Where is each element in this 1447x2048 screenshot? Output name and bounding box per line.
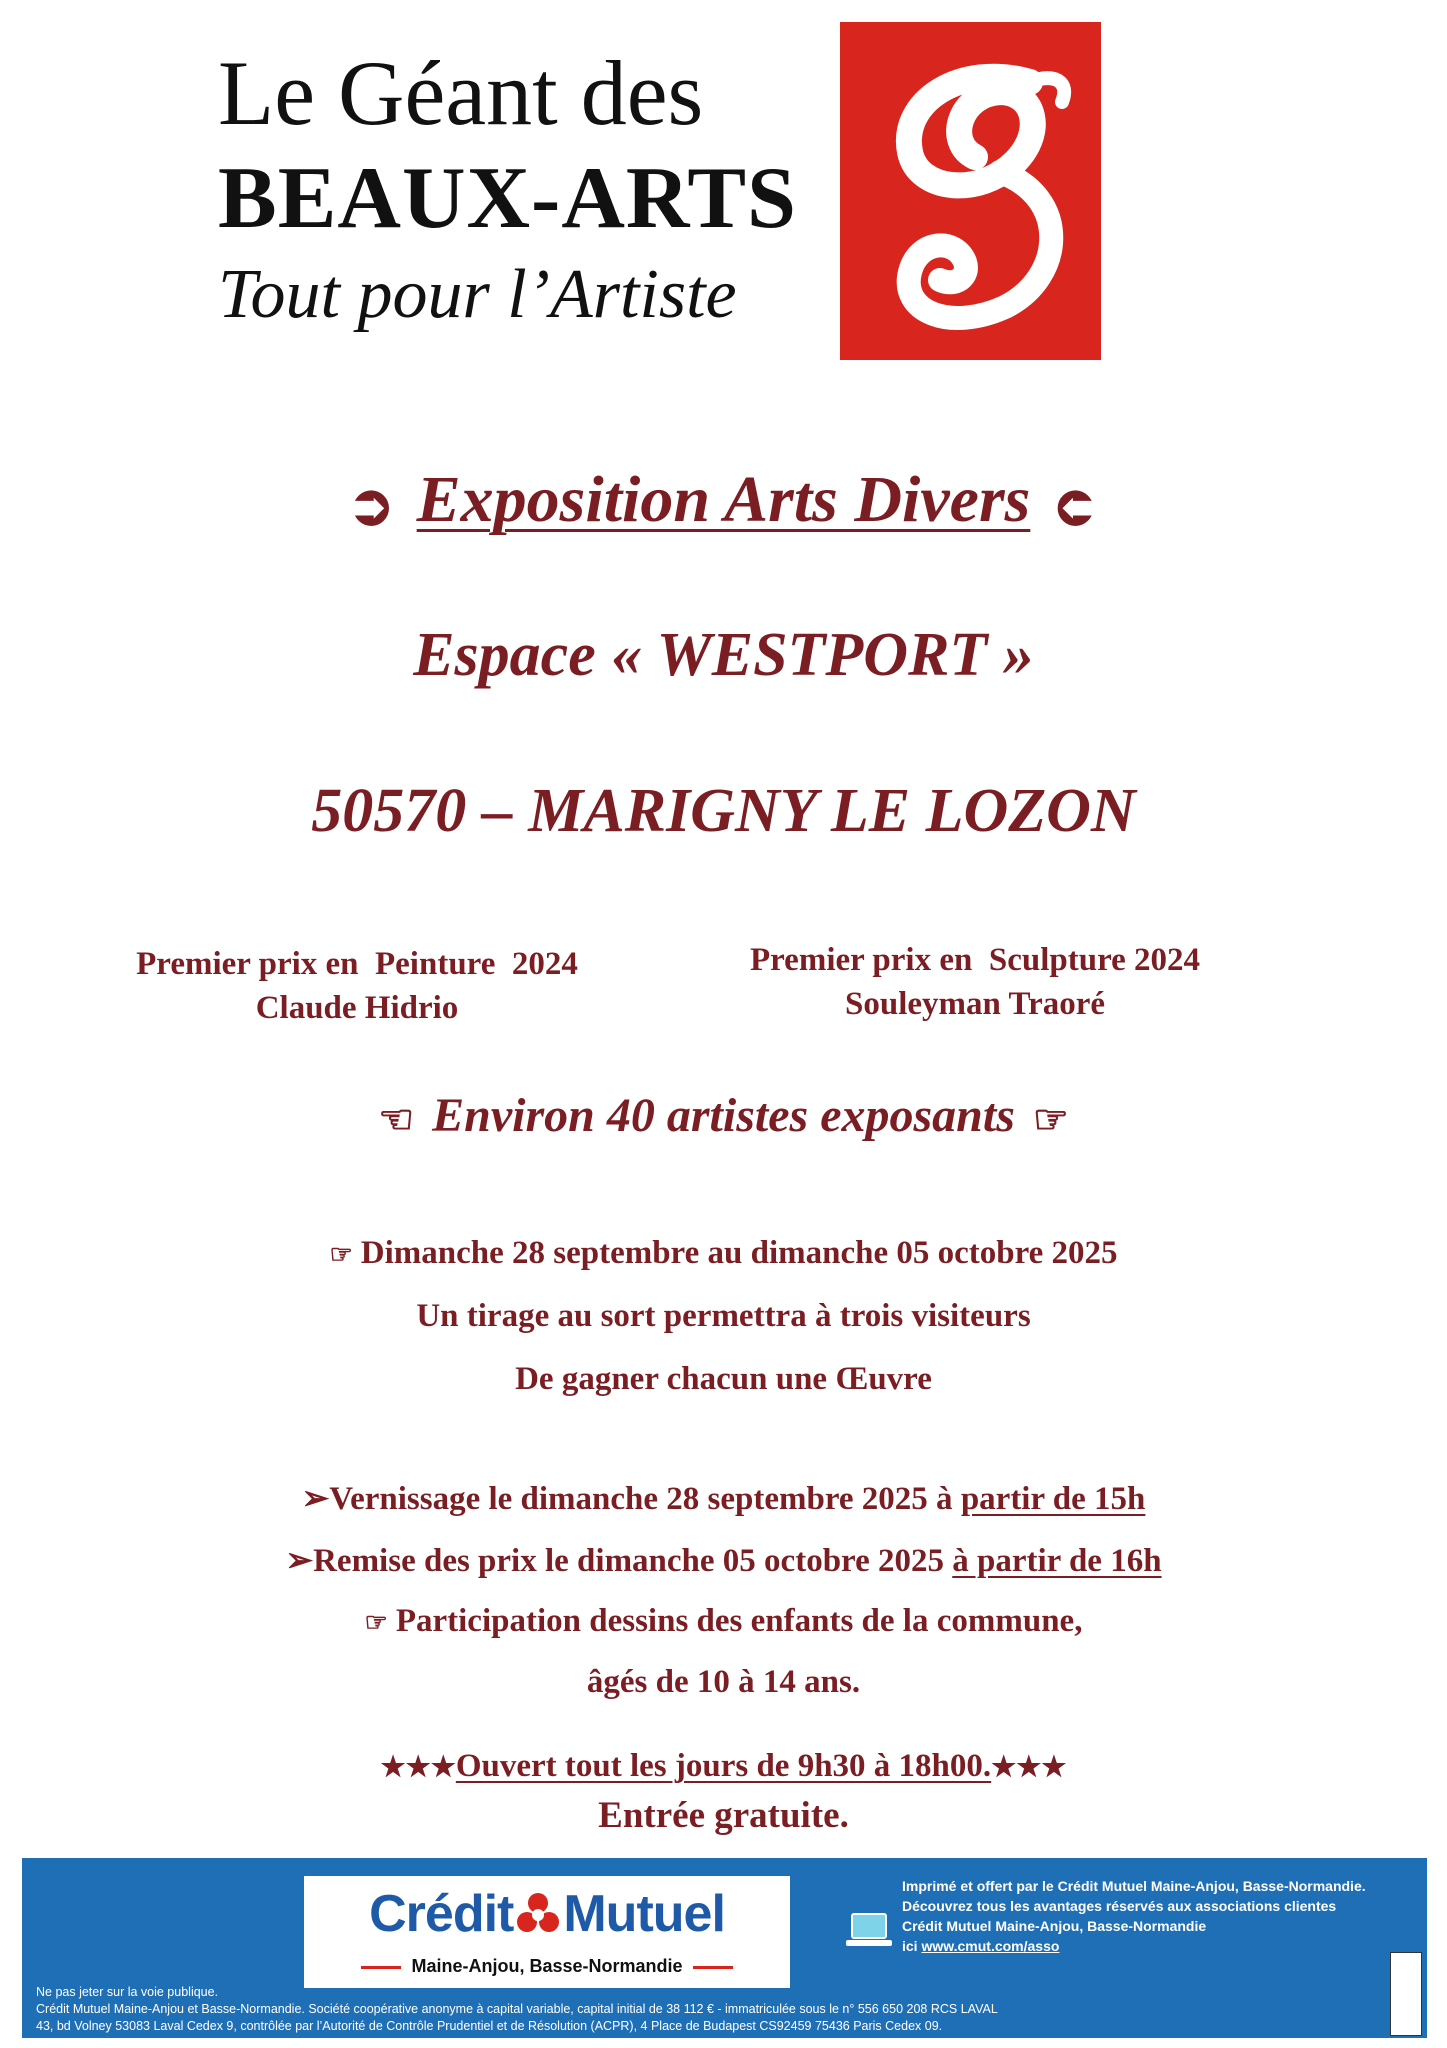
credit-mutuel-trefoil-icon (513, 1891, 563, 1935)
vernissage-time: partir de 15h (960, 1481, 1146, 1517)
artists-count-row (0, 1088, 1447, 1143)
sponsor-info-prefix: ici (902, 1938, 918, 1954)
legal-line1: Ne pas jeter sur la voie publique. (36, 1985, 219, 1999)
sponsor-footer (22, 1858, 1427, 2038)
pointer-hand-icon: ☞ (364, 1608, 388, 1637)
venue-name: Espace « WESTPORT » (413, 621, 1034, 689)
venue-city: 50570 – MARIGNY LE LOZON (311, 777, 1136, 845)
hand-pointing-right-icon: ☞ (1032, 1097, 1069, 1143)
star-icon: ★ (1016, 1752, 1042, 1783)
children-participation-row (0, 1603, 1447, 1640)
arrow-right-icon: ➲ (347, 475, 395, 538)
hand-pointing-left-icon: ☜ (378, 1097, 415, 1143)
sponsor-website-link[interactable]: www.cmut.com/asso (921, 1938, 1060, 1954)
children-participation-line1: Participation dessins des enfants de la commune, (395, 1603, 1083, 1639)
recycling-badge (1390, 1952, 1422, 2036)
prize-winner: Souleyman Traoré (844, 986, 1106, 1022)
legal-line3: 43, bd Volney 53083 Laval Cedex 9, contrôlée par l’Autorité de Contrôle Prudentiel et de Résolution (ACPR), 4 Place de Budapest CS92459 75436 Paris Cedex 09. (36, 2019, 943, 2033)
sponsor-info-line1: Imprimé et offert par le Crédit Mutuel Maine-Anjou, Basse-Normandie. (902, 1878, 1366, 1894)
geant-logo (840, 22, 1101, 360)
sponsor-info-line2: Découvrez tous les avantages réservés aux associations clientes (902, 1898, 1337, 1914)
draw-info-line2: De gagner chacun une Œuvre (515, 1361, 932, 1397)
prize-winner: Claude Hidrio (255, 990, 459, 1026)
exhibition-title: Exposition Arts Divers (416, 463, 1031, 536)
star-icon: ★ (380, 1752, 406, 1783)
prize-ceremony-row (0, 1540, 1447, 1580)
brand-name-line2: BEAUX-ARTS (218, 150, 797, 247)
sponsor-info-line3: Crédit Mutuel Maine-Anjou, Basse-Normandie (902, 1918, 1207, 1934)
sponsor-region: Maine-Anjou, Basse-Normandie (304, 1956, 790, 1977)
opening-hours: Ouvert tout les jours de 9h30 à 18h00. (455, 1748, 992, 1784)
sponsor-name-part1: Crédit (369, 1885, 514, 1943)
legal-line2: Crédit Mutuel Maine-Anjou et Basse-Normandie. Société coopérative anonyme à capital variable, capital initial de 38 112 € - immatriculée sous le n° 556 650 208 RCS LAVAL (36, 2002, 998, 2016)
prize-title: Premier prix en Sculpture 2024 (749, 942, 1201, 978)
exhibition-dates-row (0, 1235, 1447, 1272)
children-participation-line2: âgés de 10 à 14 ans. (586, 1664, 861, 1700)
calligraphic-g-icon (840, 22, 1101, 360)
legal-notice (36, 1984, 1376, 2035)
artists-count: Environ 40 artistes exposants (432, 1089, 1015, 1142)
star-icon: ★ (991, 1752, 1017, 1783)
chevron-icon: ➢ (301, 1481, 330, 1517)
pointer-hand-icon: ☞ (329, 1240, 353, 1269)
brand-tagline: Tout pour l’Artiste (218, 256, 737, 333)
opening-hours-row (0, 1748, 1447, 1785)
sponsor-name-part2: Mutuel (563, 1885, 725, 1943)
prize-sculpture (720, 938, 1230, 1026)
star-icon: ★ (1041, 1752, 1067, 1783)
brand-name-line1: Le Géant des (218, 42, 704, 144)
sponsor-info (902, 1876, 1412, 1956)
exhibition-dates: Dimanche 28 septembre au dimanche 05 octobre 2025 (360, 1235, 1118, 1271)
vernissage-text: Vernissage le dimanche 28 septembre 2025 à (329, 1481, 961, 1517)
sponsor-name (304, 1884, 790, 1944)
arrow-left-icon: ➲ (1052, 475, 1100, 538)
free-entry: Entrée gratuite. (598, 1795, 849, 1836)
prize-ceremony-time: à partir de 16h (952, 1543, 1162, 1579)
star-icon: ★ (405, 1752, 431, 1783)
vernissage-row (0, 1478, 1447, 1518)
prize-title: Premier prix en Peinture 2024 (136, 946, 578, 982)
draw-info-line1: Un tirage au sort permettra à trois visiteurs (416, 1298, 1031, 1334)
exhibition-title-row (0, 462, 1447, 538)
prize-painting (112, 942, 602, 1030)
star-icon: ★ (430, 1752, 456, 1783)
prize-ceremony-text: Remise des prix le dimanche 05 octobre 2025 (313, 1543, 953, 1579)
credit-mutuel-logo (304, 1876, 790, 1988)
chevron-icon: ➢ (285, 1543, 314, 1579)
laptop-icon (846, 1912, 892, 1948)
